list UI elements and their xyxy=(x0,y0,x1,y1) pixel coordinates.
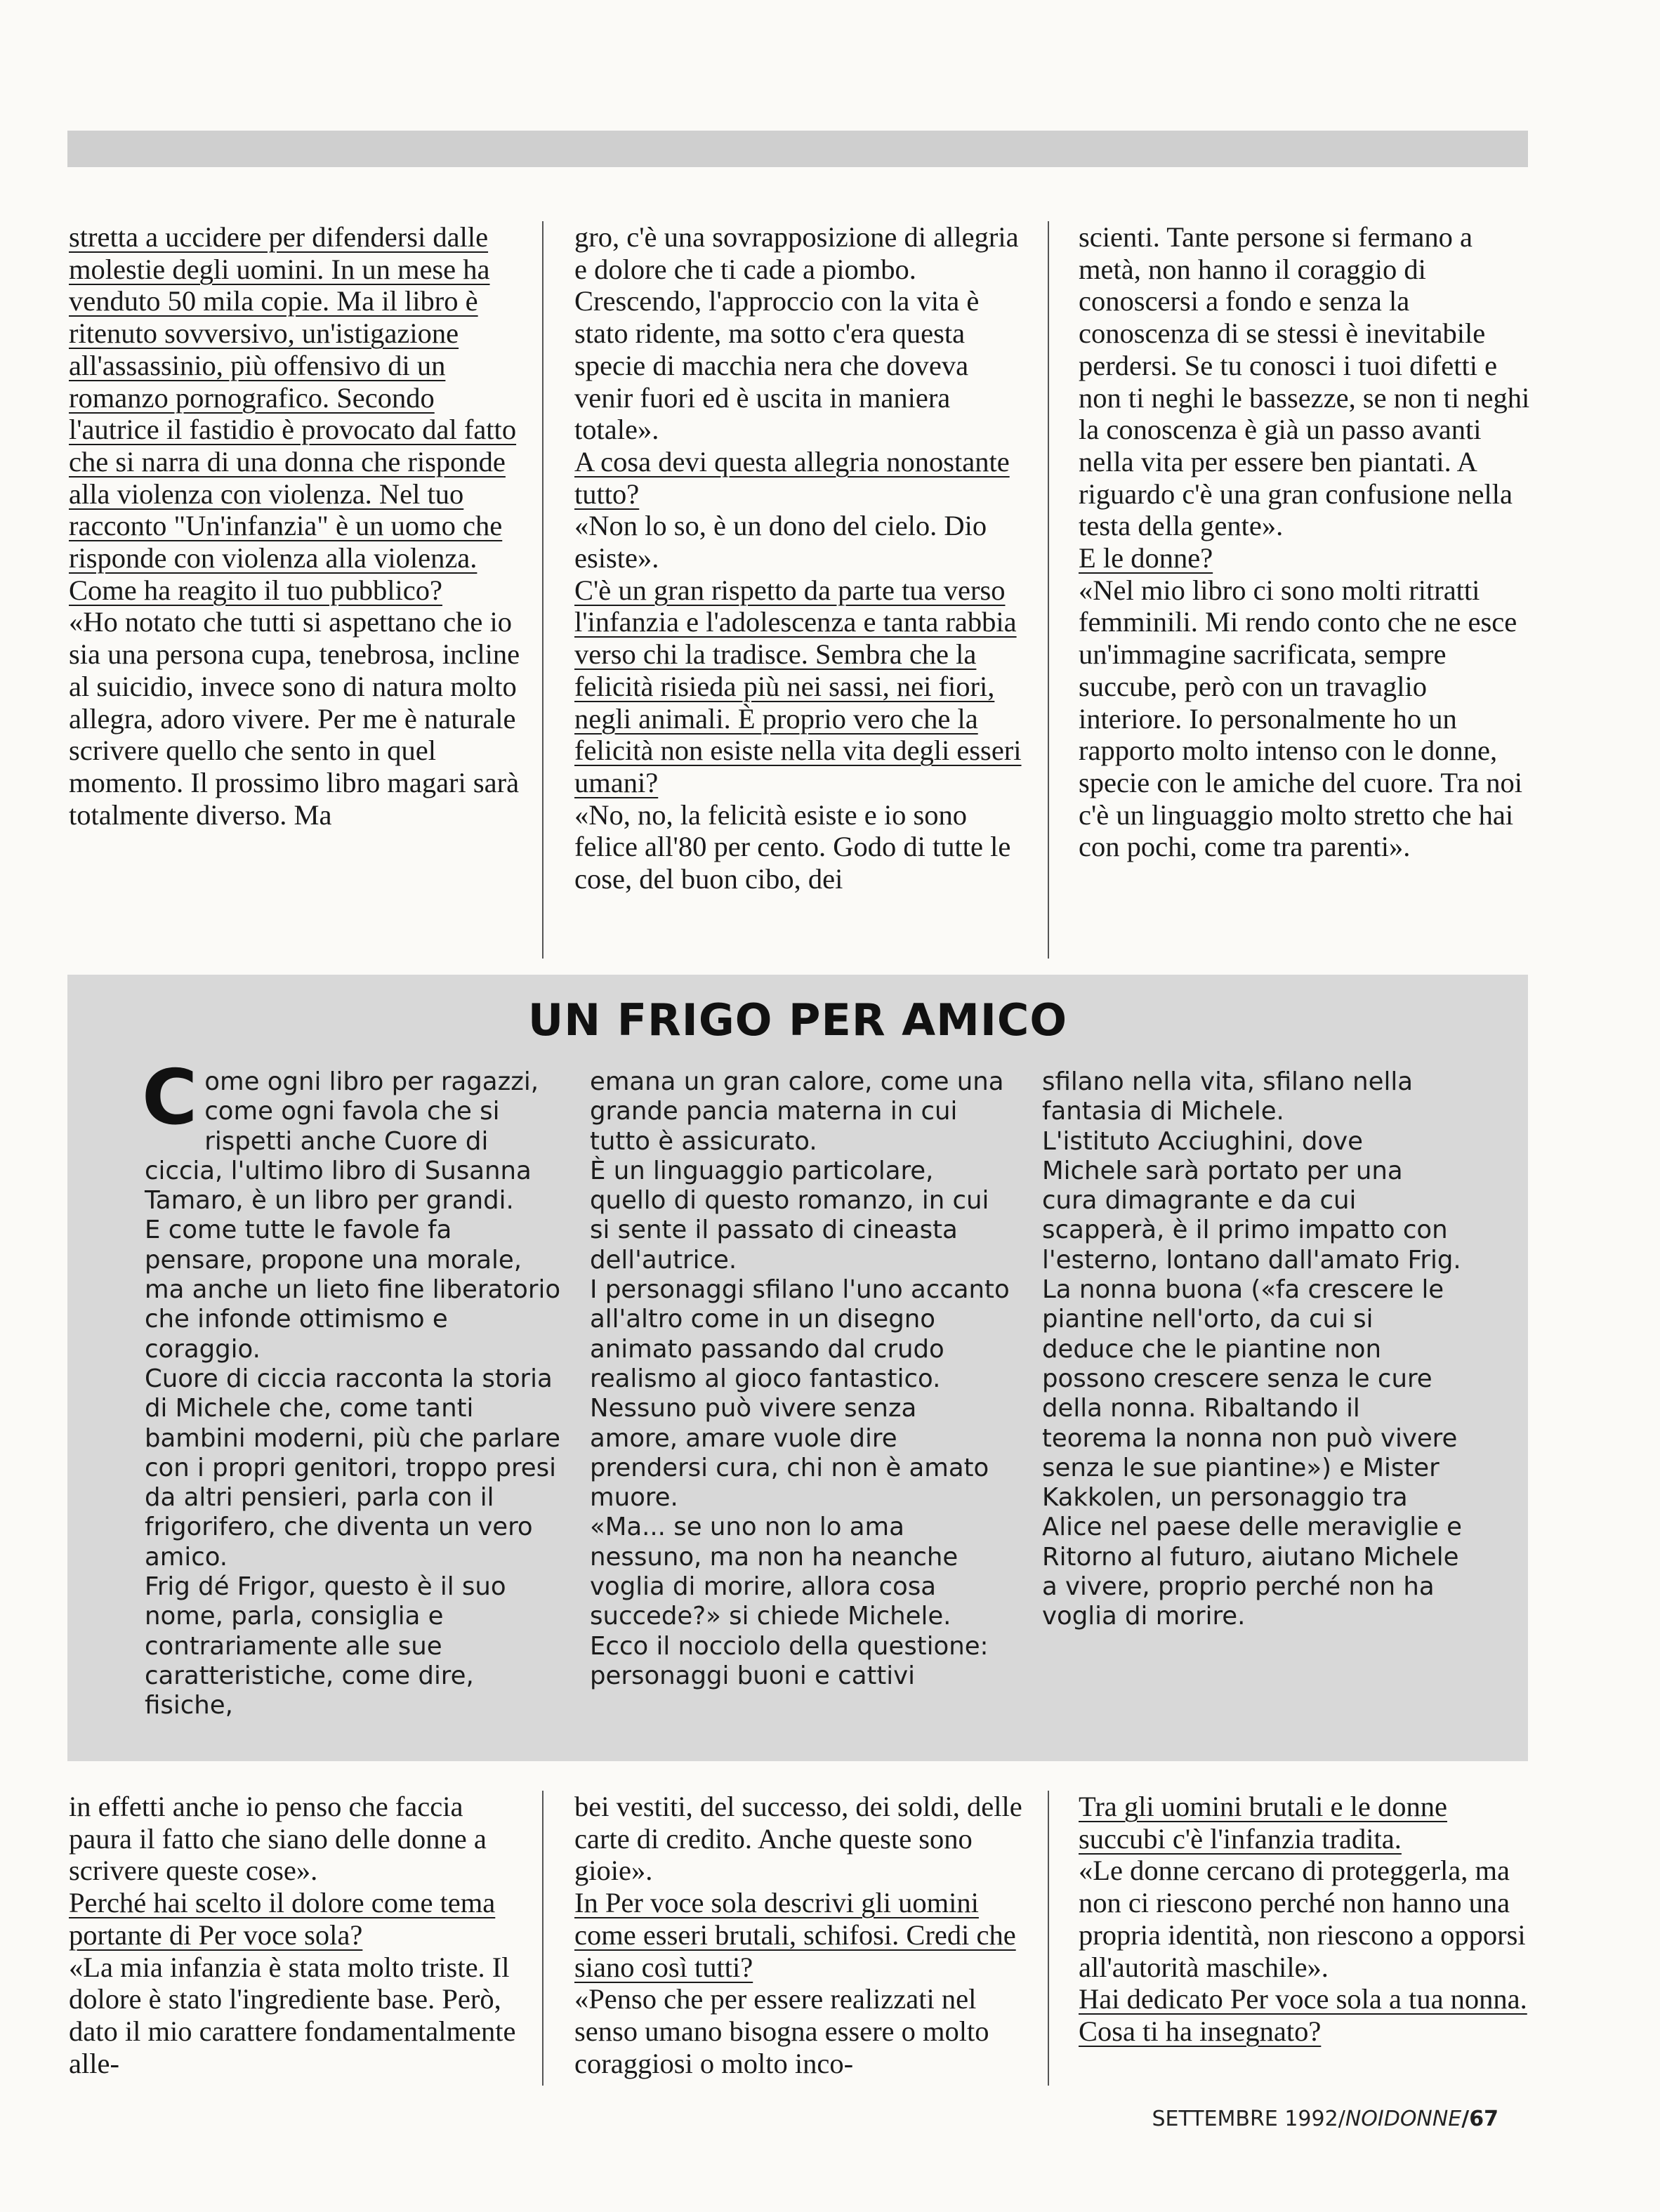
paragraph: «No, no, la felicità esiste e io sono felice all'80 per cento. Godo di tutte le cose, del buon cibo, dei xyxy=(574,798,1011,895)
column-divider xyxy=(542,221,544,959)
sidebar-box xyxy=(67,975,1528,1761)
paragraph: «Penso che per essere realizzati nel senso umano bisogna essere o molto coraggiosi o molto inco- xyxy=(574,1983,989,2079)
bottom-column-2 xyxy=(574,1791,1027,2079)
question: In Per voce sola descrivi gli uomini come esseri brutali, schifosi. Credi che siano così tutti? xyxy=(574,1887,1016,1983)
paragraph: bei vestiti, del successo, dei soldi, delle carte di credito. Anche queste sono gioie». xyxy=(574,1791,1022,1887)
paragraph: stretta a uccidere per difendersi dalle molestie degli uomini. In un mese ha venduto 50 mila copie. Ma il libro è ritenuto sovversivo, un'istigazione all'assassinio, più offensivo di un romanzo pornografico. Secondo l'autrice il fastidio è provocato dal fatto che si narra di una donna che risponde alla violenza con violenza. Nel tuo racconto "Un'infanzia" è un uomo che risponde con violenza alla violenza. Come ha reagito il tuo pubblico? xyxy=(69,221,517,606)
box-column-2 xyxy=(590,1067,1011,1691)
paragraph: «Non lo so, è un dono del cielo. Dio esiste». xyxy=(574,510,987,574)
question: E le donne? xyxy=(1079,542,1213,574)
paragraph: emana un gran calore, come una grande pancia materna in cui tutto è assicurato. xyxy=(590,1067,1004,1156)
paragraph: Come ogni libro per ragazzi, come ogni favola che si rispetti anche Cuore di ciccia, l'ultimo libro di Susanna Tamaro, è un libro per grandi. xyxy=(142,1054,539,1216)
header-ghost-title xyxy=(295,14,1348,126)
paragraph: Frig dé Frigor, questo è il suo nome, parla, consiglia e contrariamente alle sue caratteristiche, come dire, fisiche, xyxy=(145,1572,506,1720)
top-column-3 xyxy=(1079,221,1531,863)
box-title: UN FRIGO PER AMICO xyxy=(527,994,1068,1046)
column-divider xyxy=(1048,1791,1049,2086)
footer-magazine: NOIDONNE xyxy=(1345,2107,1462,2131)
paragraph: E come tutte le favole fa pensare, propone una morale, ma anche un lieto fine liberatorio che infonde ottimismo e coraggio. xyxy=(145,1216,561,1364)
paragraph: L'istituto Acciughini, dove Michele sarà portato per una cura dimagrante e da cui scapperà, è il primo impatto con l'esterno, lontano dall'amato Frig. xyxy=(1042,1126,1461,1275)
top-column-1 xyxy=(69,221,521,831)
header-bar xyxy=(67,131,1528,167)
drop-cap: C xyxy=(142,1054,198,1142)
footer-page-number: /67 xyxy=(1461,2107,1498,2131)
paragraph: È un linguaggio particolare, quello di questo romanzo, in cui si sente il passato di cineasta dell'autrice. xyxy=(590,1156,989,1275)
paragraph: La nonna buona («fa crescere le piantine nell'orto, da cui si deduce che le piantine non possono crescere senza le cure della nonna. Ribaltando il teorema la nonna non può vivere senza le sue piantine») e Mister Kakkolen, un personaggio tra Alice nel paese delle meraviglie e Ritorno al futuro, aiutano Michele a vivere, proprio perché non ha voglia di morire. xyxy=(1042,1275,1462,1631)
question: C'è un gran rispetto da parte tua verso l'infanzia e l'adolescenza e tanta rabbia verso chi la tradisce. Sembra che la felicità risieda più nei sassi, nei fiori, negli animali. È proprio vero che la felicità non esiste nella vita degli esseri umani? xyxy=(574,574,1022,798)
column-divider xyxy=(542,1791,544,2086)
column-divider xyxy=(1048,221,1049,959)
paragraph: scienti. Tante persone si fermano a metà, non hanno il coraggio di conoscersi a fondo e senza la conoscenza di se stessi è inevitabile perdersi. Se tu conosci i tuoi difetti e non ti neghi le bassezze, se non ti neghi la conoscenza è già un passo avanti nella vita per essere ben piantati. A riguardo c'è una gran confusione nella testa della gente». xyxy=(1079,221,1530,542)
box-column-3 xyxy=(1042,1067,1463,1632)
question: Tra gli uomini brutali e le donne succubi c'è l'infanzia tradita. xyxy=(1079,1791,1447,1855)
box-column-1 xyxy=(142,1054,566,1721)
paragraph: sfilano nella vita, sfilano nella fantasia di Michele. xyxy=(1042,1067,1413,1126)
footer-date: SETTEMBRE 1992/ xyxy=(1152,2107,1345,2131)
paragraph: «Le donne cercano di proteggerla, ma non ci riescono perché non hanno una propria identità, non riescono a opporsi all'autorità maschile». xyxy=(1079,1855,1526,1983)
paragraph: Cuore di ciccia racconta la storia di Michele che, come tanti bambini moderni, più che parlare con i propri genitori, troppo presi da altri pensieri, parla con il frigorifero, che diventa un vero amico. xyxy=(145,1364,560,1572)
question: Perché hai scelto il dolore come tema portante di Per voce sola? xyxy=(69,1887,496,1951)
paragraph: I personaggi sfilano l'uno accanto all'altro come in un disegno animato passando dal crudo realismo al gioco fantastico. Nessuno può vivere senza amore, amare vuole dire prendersi cura, chi non è amato muore. xyxy=(590,1275,1010,1513)
page-footer xyxy=(1152,2107,1498,2131)
paragraph: «Ma... se uno non lo ama nessuno, ma non ha neanche voglia di morire, allora cosa succede?» si chiede Michele. xyxy=(590,1513,959,1631)
paragraph: «Nel mio libro ci sono molti ritratti femminili. Mi rendo conto che ne esce un'immagine sacrificata, sempre succube, però con un travaglio interiore. Io personalmente ho un rapporto molto intenso con le donne, specie con le amiche del cuore. Tra noi c'è un linguaggio molto stretto che hai con pochi, come tra parenti». xyxy=(1079,574,1523,863)
paragraph: gro, c'è una sovrapposizione di allegria e dolore che ti cade a piombo. Crescendo, l'approccio con la vita è stato ridente, ma sotto c'era questa specie di macchia nera che doveva venir fuori ed è uscita in maniera totale». xyxy=(574,221,1019,446)
question: A cosa devi questa allegria nonostante tutto? xyxy=(574,445,1010,510)
bottom-column-3 xyxy=(1079,1791,1531,2048)
paragraph: in effetti anche io penso che faccia paura il fatto che siano delle donne a scrivere queste cose». xyxy=(69,1791,487,1887)
top-column-2 xyxy=(574,221,1027,895)
paragraph: «Ho notato che tutti si aspettano che io sia una persona cupa, tenebrosa, incline al suicidio, invece sono di natura molto allegra, adoro vivere. Per me è naturale scrivere quello che sento in quel momento. Il prossimo libro magari sarà totalmente diverso. Ma xyxy=(69,606,520,831)
bottom-column-1 xyxy=(69,1791,521,2079)
paragraph: Ecco il nocciolo della questione: personaggi buoni e cattivi xyxy=(590,1631,989,1690)
question: Hai dedicato Per voce sola a tua nonna. Cosa ti ha insegnato? xyxy=(1079,1983,1527,2047)
paragraph: «La mia infanzia è stata molto triste. Il dolore è stato l'ingrediente base. Però, dato il mio carattere fondamentalmente alle- xyxy=(69,1951,516,2079)
